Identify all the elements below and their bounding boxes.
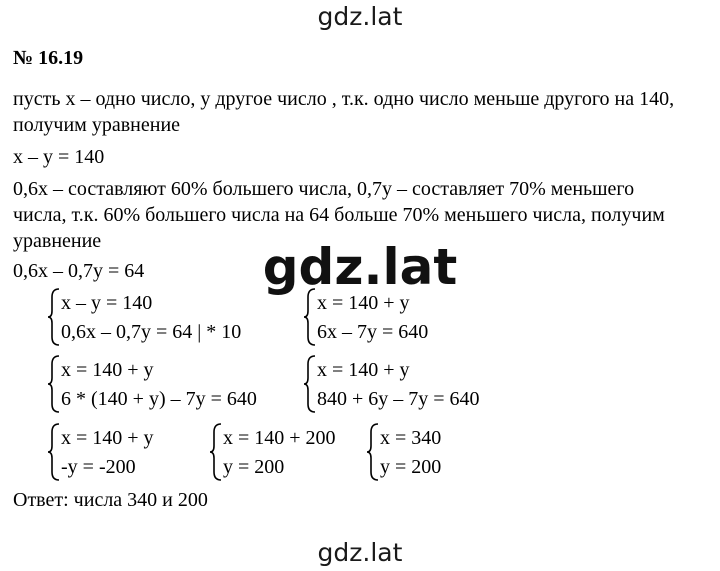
system-4-bottom: 840 + 6у – 7у = 640 [317,388,480,410]
system-4-top: х = 140 + у [317,359,410,381]
system-1-top: х – у = 140 [61,292,153,314]
watermark-middle: gdz.lat [262,238,458,296]
system-7-top: х = 340 [380,427,442,449]
system-3-top: х = 140 + у [61,359,154,381]
brace-icon [47,287,61,347]
brace-icon [303,354,317,414]
problem-number: № 16.19 [13,47,84,69]
brace-icon [47,354,61,414]
brace-icon [303,287,317,347]
system-3-bottom: 6 * (140 + у) – 7у = 640 [61,388,257,410]
equation-2: 0,6х – 0,7у = 64 [13,260,145,282]
paragraph1-line1: пусть х – одно число, у другое число , т.к. одно число меньше другого на 140, [13,88,675,110]
system-2-bottom: 6х – 7у = 640 [317,321,429,343]
system-1-bottom: 0,6х – 0,7у = 64 | * 10 [61,321,242,343]
paragraph2-line3: уравнение [13,230,102,252]
paragraph1-line2: получим уравнение [13,114,181,136]
watermark-bottom: gdz.lat [317,538,403,567]
watermark-top: gdz.lat [317,2,403,31]
brace-icon [47,422,61,482]
paragraph2-line2: числа, т.к. 60% большего числа на 64 больше 70% меньшего числа, получим [13,204,665,226]
paragraph2-line1: 0,6х – составляют 60% большего числа, 0,7у – составляет 70% меньшего [13,178,635,200]
system-5-bottom: -у = -200 [61,456,136,478]
system-5-top: х = 140 + у [61,427,154,449]
system-2-top: х = 140 + у [317,292,410,314]
equation-1: х – у = 140 [13,146,105,168]
brace-icon [366,422,380,482]
brace-icon [209,422,223,482]
system-6-bottom: у = 200 [223,456,285,478]
system-6-top: х = 140 + 200 [223,427,336,449]
answer: Ответ: числа 340 и 200 [13,489,208,511]
system-7-bottom: у = 200 [380,456,442,478]
